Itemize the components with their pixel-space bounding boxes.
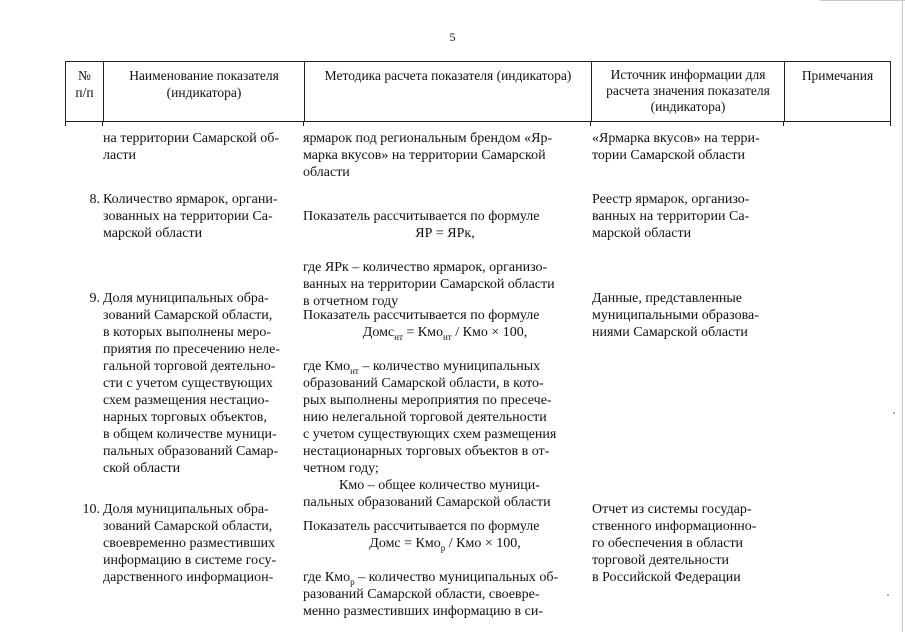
formula-subscript: нт — [394, 331, 403, 342]
formula — [303, 324, 587, 341]
scan-speck — [887, 594, 889, 596]
header-source: Источник информации для расчета значения показателя (индикатора) — [591, 62, 784, 121]
indicator-name: Количество ярмарок, органи- зованных на территории Са- марской области — [103, 192, 278, 241]
calculation-method — [303, 501, 587, 620]
formula-part: Домс = Кмо — [369, 536, 441, 551]
information-source: «Ярмарка вкусов» на терри- тории Самарской области — [592, 131, 760, 163]
method-body: где ЯРк – количество ярмарок, организо- ванных на территории Самарской области в отчетном году — [303, 260, 555, 309]
row-number: 9. — [89, 291, 100, 306]
method-body: – количество муниципальных образований Самарской области, в кото- рых выполнены мероприятия по пресече- нию нелегальной торговой деятельности с учетом существующих схем размещения нестационарных торговых объектов в от- четном году; — [303, 359, 557, 476]
table-continuation-borders — [65, 122, 891, 126]
method-body: – количество муниципальных об- разований Самарской области, своевре- менно разместивших информацию в си- — [303, 570, 559, 619]
method-tail: Кмо – общее количество муници- пальных образований Самарской области — [303, 478, 551, 510]
information-source: Реестр ярмарок, организо- ванных на территории Са- марской области — [592, 192, 750, 241]
header-name: Наименование показателя (индикатора) — [103, 62, 304, 121]
formula-part: / Кмо × 100, — [445, 536, 521, 551]
formula-part: = Кмо — [402, 325, 443, 340]
calculation-method: ярмарок под региональным брендом «Яр- марка вкусов» на территории Самарской области — [303, 131, 553, 180]
information-source: Данные, представленные муниципальными образова- ниями Самарской области — [592, 291, 759, 340]
formula-subscript: нт — [442, 331, 452, 342]
header-num: № п/п — [75, 68, 94, 100]
row-number: 10. — [82, 502, 100, 517]
scan-speck — [893, 412, 895, 414]
scan-edge-line — [902, 0, 903, 632]
indicator-name: Доля муниципальных обра- зований Самарской области, своевременно разместивших информацию в системе госу- дарственного информацион- — [103, 502, 277, 585]
table-header — [65, 61, 891, 122]
method-where: где Кмо — [303, 570, 351, 585]
formula-subscript: р — [440, 542, 446, 553]
formula — [303, 535, 587, 552]
formula-subscript: р — [350, 576, 355, 587]
indicator-table — [65, 61, 891, 619]
method-intro: Показатель рассчитывается по формуле — [303, 519, 540, 534]
method-intro: Показатель рассчитывается по формуле — [303, 209, 540, 224]
header-notes: Примечания — [784, 62, 890, 121]
formula-part: / Кмо × 100, — [451, 325, 528, 340]
indicator-name: на территории Самарской об- ласти — [103, 131, 280, 163]
calculation-method — [303, 290, 587, 528]
header-method: Методика расчета показателя (индикатора) — [304, 62, 591, 121]
formula-subscript: нт — [350, 365, 359, 376]
method-intro: Показатель рассчитывается по формуле — [303, 308, 540, 323]
information-source: Отчет из системы государ- ственного информационно- го обеспечения в области торговой деятельности в Российской Федерации — [592, 502, 757, 585]
indicator-name: Доля муниципальных обра- зований Самарской области, в которых выполнены меро- приятия по пресечению неле- гальной торговой деятельно- сти с учетом существующих схем размещения нестацио- нарных торговых объектов, в общем количестве муници- пальных образований Самар- ской области — [103, 291, 281, 476]
method-where: где Кмо — [303, 359, 351, 374]
page-number: 5 — [449, 30, 456, 44]
formula: ЯР = ЯРк, — [415, 226, 475, 241]
formula-part: Домс — [362, 325, 395, 340]
row-number: 8. — [89, 192, 100, 207]
scan-edge-line-top — [820, 0, 905, 1]
